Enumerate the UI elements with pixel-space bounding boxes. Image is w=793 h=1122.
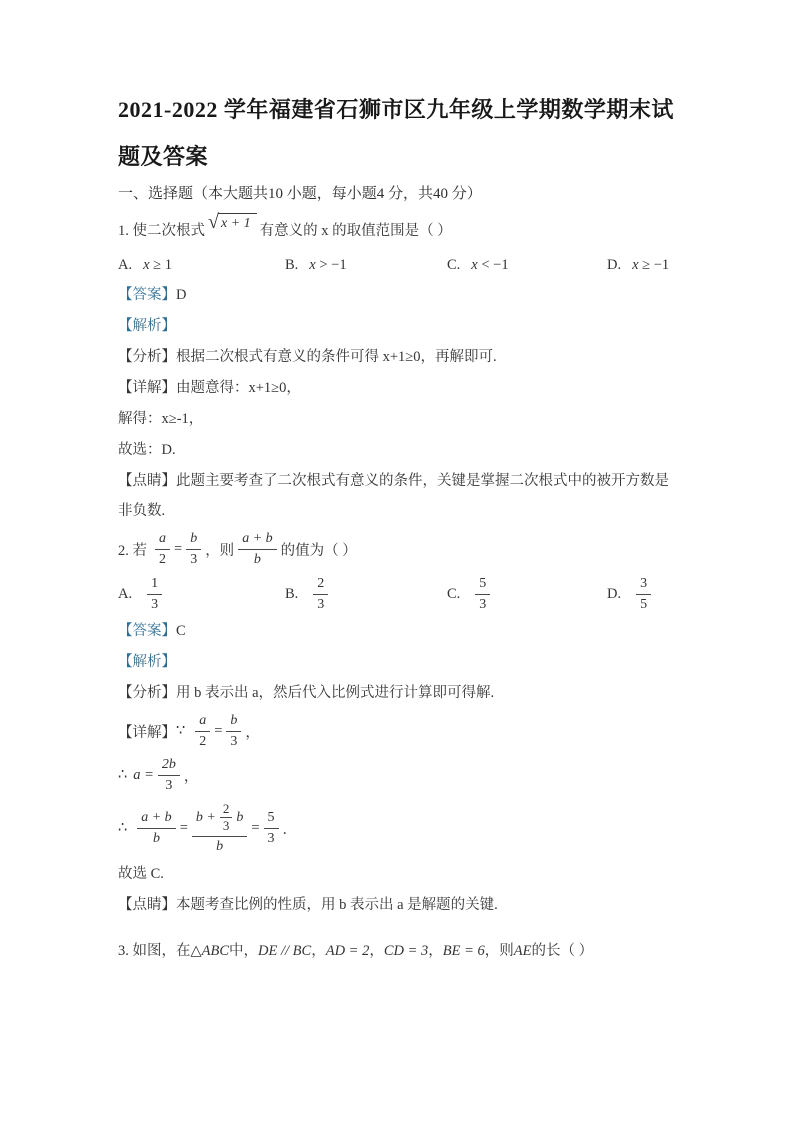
math-var: x [309, 256, 316, 273]
option-math [471, 257, 508, 274]
q2-choose-line: 故选 C. [118, 866, 164, 882]
fraction-aplusb-over-b [238, 531, 276, 567]
q3-math-ad: AD = 2 [325, 942, 370, 959]
q3-math-ae: AE [513, 942, 532, 959]
q3-math-cd: CD = 3 [383, 942, 429, 959]
math-var: x [632, 256, 639, 273]
section-heading: 一、选择题（本大题共10 小题，每小题4 分，共40 分） [118, 186, 482, 202]
fraction-a-over-2 [155, 531, 170, 567]
fraction-denominator: 2 [159, 551, 166, 567]
question-2-stem [118, 526, 675, 572]
option-math [309, 257, 346, 274]
math-var: x [143, 256, 150, 273]
q2-analysis-label-line [118, 647, 675, 678]
math-rest: < −1 [477, 256, 509, 273]
fraction-numerator: 5 [264, 810, 279, 828]
numerator-pre: b + [195, 810, 216, 826]
q3-mid2: ，则 [484, 942, 514, 959]
q2-stem-post: 的值为（ ） [280, 542, 357, 559]
sqrt-radicand: x + 1 [218, 213, 257, 232]
answer-label: 【答案】 [118, 623, 176, 639]
q1-option-c [447, 250, 509, 280]
fraction-denominator: 3 [165, 777, 173, 793]
math-rest: ≥ 1 [149, 256, 173, 273]
q1-analysis-label-line [118, 311, 675, 342]
question-1-stem [118, 208, 675, 250]
q3-triangle-abc: △ABC [190, 942, 230, 959]
option-fraction [636, 576, 651, 612]
therefore-sign: ∴ [118, 766, 128, 783]
fraction-denominator: b [152, 830, 160, 846]
comma: ， [245, 724, 260, 741]
q2-stem-mid: ，则 [205, 542, 235, 559]
q1-xiangjie-line: 【详解】由题意得：x+1≥0， [118, 380, 301, 396]
fraction-2b-over-3 [158, 757, 180, 793]
option-fraction [313, 576, 328, 612]
fraction-numerator: 2 [220, 802, 233, 818]
fraction-denominator: 3 [479, 596, 487, 612]
option-label: D. [607, 256, 622, 273]
q1-option-d [607, 250, 669, 280]
q2-option-a [118, 572, 166, 616]
option-label: A. [118, 256, 133, 273]
fraction-denominator: 3 [317, 596, 325, 612]
q1-solve-line: 解得：x≥-1， [118, 411, 204, 427]
period: ． [282, 821, 298, 838]
q3-post: 的长（ ） [531, 942, 594, 959]
q1-options-row [118, 250, 675, 280]
q2-option-b [285, 572, 332, 616]
equals-sign: = [174, 540, 183, 557]
fraction-numerator: a [195, 713, 210, 731]
fraction-b-over-3 [186, 531, 201, 567]
fraction-denominator: 3 [151, 596, 159, 612]
fraction-numerator: b [186, 531, 201, 549]
fraction-numerator: 2 [313, 576, 328, 594]
math-rest: ≥ −1 [638, 256, 670, 273]
q2-complex-fraction [192, 802, 247, 854]
answer-label: 【答案】 [118, 287, 176, 303]
q3-math-be: BE = 6 [442, 942, 485, 959]
fraction-numerator: a + b [137, 810, 175, 828]
fraction-denominator: b [253, 551, 261, 567]
q2-options-row [118, 572, 675, 616]
q3-comma: ， [311, 942, 326, 959]
q2-xiangjie-line [118, 709, 675, 753]
q2-answer-line [118, 616, 675, 647]
fraction-denominator: 3 [230, 733, 238, 749]
comma: ， [183, 768, 199, 785]
fraction-numerator: b [226, 713, 241, 731]
answer-value: D [176, 287, 187, 303]
option-label: B. [285, 256, 299, 273]
q1-tip-line: 【点睛】此题主要考查了二次根式有意义的条件，关键是掌握二次根式中的被开方数是非负数. [118, 473, 669, 519]
q2-option-c [447, 572, 494, 616]
option-fraction [147, 576, 162, 612]
answer-value: C [176, 623, 186, 639]
fraction-numerator [192, 802, 247, 837]
document-content [118, 86, 675, 967]
option-label: B. [285, 585, 299, 602]
q1-option-b [285, 250, 347, 280]
fraction-b-over-3 [226, 713, 241, 749]
fraction-numerator: 5 [475, 576, 490, 594]
q3-math-de-parallel-bc: DE // BC [258, 942, 312, 959]
sqrt-expression [208, 210, 257, 233]
fraction-denominator: 2 [199, 733, 207, 749]
therefore-sign: ∴ [118, 819, 128, 836]
q1-stem-pre: 1. 使二次根式 [118, 222, 205, 239]
q2-fenxi-line: 【分析】用 b 表示出 a，然后代入比例式进行计算即可得解. [118, 685, 495, 701]
option-label: A. [118, 585, 133, 602]
fraction-numerator: a + b [238, 531, 276, 549]
q2-step2-line [118, 753, 675, 797]
numerator-post: b [236, 810, 244, 826]
q3-pre: 3. 如图，在 [118, 942, 191, 959]
option-label: D. [607, 585, 622, 602]
option-math [143, 257, 172, 274]
xiangjie-label: 【详解】 [118, 724, 176, 741]
step2-lhs: a = [133, 766, 154, 783]
fraction-numerator: 1 [147, 576, 162, 594]
fraction-denominator: 3 [222, 818, 230, 834]
fraction-aplusb-over-b [137, 810, 175, 846]
option-label: C. [447, 585, 461, 602]
fraction-numerator: 3 [636, 576, 651, 594]
fraction-denominator: b [216, 838, 224, 854]
q2-stem-pre: 2. 若 [118, 542, 147, 559]
equals-sign: = [251, 819, 260, 836]
option-math [632, 257, 669, 274]
nested-fraction-2-over-3 [220, 802, 233, 834]
fraction-a-over-2 [195, 713, 210, 749]
fraction-5-over-3 [264, 810, 279, 846]
option-label: C. [447, 256, 461, 273]
q3-comma: ， [428, 942, 443, 959]
option-fraction [475, 576, 490, 612]
sqrt-radical-sign: √ [208, 210, 219, 233]
q1-answer-line [118, 280, 675, 311]
q2-option-d [607, 572, 655, 616]
math-var: x [471, 256, 478, 273]
q1-fenxi-line: 【分析】根据二次根式有意义的条件可得 x+1≥0，再解即可. [118, 349, 497, 365]
fraction-numerator: 2b [158, 757, 180, 775]
math-rest: > −1 [315, 256, 347, 273]
fraction-denominator: 3 [267, 830, 275, 846]
page-title: 2021-2022 学年福建省石狮市区九年级上学期数学期末试题及答案 [118, 97, 674, 169]
q3-comma: ， [369, 942, 384, 959]
question-3-stem [118, 936, 675, 967]
fraction-denominator: 5 [640, 596, 648, 612]
equals-sign: = [214, 722, 223, 739]
fraction-numerator: a [155, 531, 170, 549]
analysis-label: 【解析】 [118, 654, 176, 670]
analysis-label: 【解析】 [118, 318, 176, 334]
q1-choose-line: 故选：D. [118, 442, 176, 458]
q3-mid1: 中， [229, 942, 259, 959]
q1-option-a [118, 250, 172, 280]
q2-step3-line [118, 797, 675, 859]
q2-tip-line: 【点睛】本题考查比例的性质，用 b 表示出 a 是解题的关键. [118, 897, 498, 913]
because-sign: ∵ [176, 722, 186, 739]
q1-stem-post: 有意义的 x 的取值范围是（ ） [259, 222, 452, 239]
fraction-denominator: 3 [190, 551, 198, 567]
equals-sign: = [179, 819, 188, 836]
